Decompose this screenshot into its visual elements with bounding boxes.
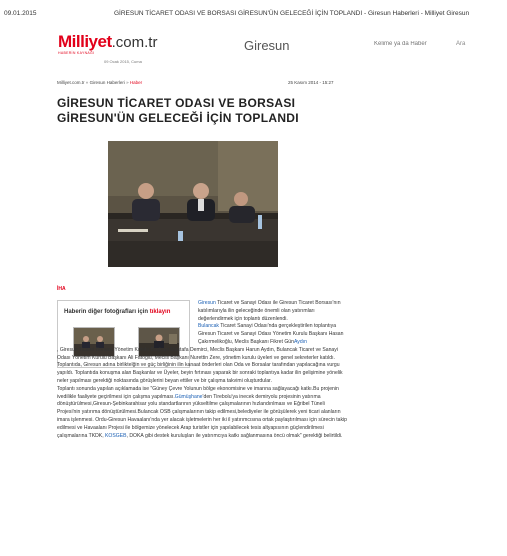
paragraph-text: Ticaret Sanayi Odası'nda gerçekleştirilen toplantıya Giresun Ticaret ve Sanayi Odası Yönetim Kurulu Başkanı Hasan Çakırmelikoğlu, Meclis Başkanı Fikret Gün [198, 323, 344, 345]
article-body [57, 300, 349, 440]
logo-brand: Milliyet [58, 32, 112, 51]
meeting-photo-image [108, 141, 278, 267]
article-photo [108, 141, 278, 267]
article-intro [198, 300, 349, 347]
article-paragraph-3: Toplantıda, Giresun adına birliktelğin ve güç birliğinin ilin kanaat önderleri olan Oda ve Borsalar tarafından yapılacağına vurgu yapıldı. Toplantıda konuşma alan Başkanlar ve Üyeler, beyin fırtınası yaparak bir sonraki toplantıya kadar ilin gelişimine yönelik neler yapılması gerektiği noktasında görüşlerini beyan ettiler ve bir çalışma takvimi oluşturdular. [57, 362, 343, 384]
article-paragraph-1 [198, 300, 349, 323]
print-header [0, 0, 507, 22]
article-paragraph-2a [198, 323, 349, 346]
link-kosgeb[interactable]: KOSGEB [105, 432, 127, 439]
article-paragraph-2b: , Giresun Ticaret Borsası Yönetim Kurulu Başkanı Mustafa Demirci, Meclis Başkanı Harun Aydın, Bulancak Ticaret ve Sanayi Odası Yönetim Kurulu Başkanı Ali Fatoğlu, Meclis Başkanı Nurettin Zere, yönetim kurulu üyeleri ve genel sekreterler katıldı. [57, 346, 338, 361]
breadcrumb-separator: » [85, 80, 89, 85]
article-date: 25 Kasım 2014 - 15:27 [288, 80, 334, 85]
gallery-link[interactable]: tıklayın [149, 309, 171, 315]
article-headline: GİRESUN TİCARET ODASI VE BORSASI GİRESUN'ÜN GELECEĞİ İÇİN TOPLANDI [57, 96, 299, 126]
breadcrumb-section[interactable]: Giresun Haberleri [89, 80, 125, 85]
paragraph-text: , DOKA gibi destek kuruluşları ile yatırımcıya katkı sağlanmasına öncü olmak" gerektiği belirtildi. [126, 432, 343, 439]
gallery-prefix: Haberin diğer fotoğrafları için [64, 309, 149, 315]
paragraph-text: Toplantı sonunda yapılan açıklamada ise "Güney Çevre Yolunun bölge ekonomisine ve imarına sağlayacağı katkı.Bu projenin ivedilikle faaliyete geçirilmesi için çalışma yapılması. [57, 385, 339, 400]
search-input[interactable] [374, 41, 444, 47]
logo-tagline: HABERİN KAYNAĞI [58, 51, 95, 55]
paragraph-text: 'den Tirebolu'ya inecek demiryolu projesinin yatırıma dönüştürülmesi,Giresun-Şebinkarahisar yolu standartlarının yükseltilme çalışmalarının hızlandırılması ve Eğribel Tüneli Projesi'nin yatırıma dönüştürülmesi.Bulancak OSB çalışmalarının takip edilmesi,belediyeler ile görüşülerek yeni ticari alanların imara işlenmesi. Ordu-Giresun Havaalanı'nda yer alacak işletmelerin her iki il yatırımcısına ortak paylaştırılması için sürecin takip edilmesi ve Havaalanı Projesi ile bölgemize yönelecek Arap turistler için yapılabilecek tesis altyapısının güçlendirilmesi çalışmalarına TKDK, [57, 393, 348, 439]
breadcrumb-current: Haber [129, 80, 143, 85]
link-bulancak[interactable]: Bulancak [198, 323, 219, 330]
paragraph-text: Ticaret ve Sanayi Odası ile Giresun Ticaret Borsası'nın katılımlarıyla ilin geleceğinde önemli olan yatırımları değerlendirmek için toplantı düzenlendi. [198, 300, 341, 322]
logo-tld: .com.tr [111, 34, 158, 51]
news-source: İHA [57, 286, 66, 292]
link-giresun[interactable]: Giresun [198, 300, 216, 306]
logo-date: 09 Ocak 2015, Cuma [104, 59, 142, 64]
link-aydin[interactable]: Aydın [293, 338, 307, 345]
link-gumushane[interactable]: Gümüşhane [174, 393, 203, 400]
breadcrumb-separator: » [126, 80, 129, 85]
city-title[interactable]: Giresun [244, 38, 290, 53]
print-date: 09.01.2015 [4, 10, 37, 17]
breadcrumb-home[interactable]: Milliyet.com.tr [57, 80, 85, 85]
print-title: GİRESUN TİCARET ODASI VE BORSASI GİRESUN'ÜN GELECEĞİ İÇİN TOPLANDI - Giresun Haberleri - Milliyet Giresun [114, 10, 470, 17]
search-button[interactable]: Ara [456, 41, 466, 47]
breadcrumb [57, 80, 142, 85]
site-logo[interactable] [58, 32, 158, 55]
article-paragraph-4 [57, 386, 349, 441]
